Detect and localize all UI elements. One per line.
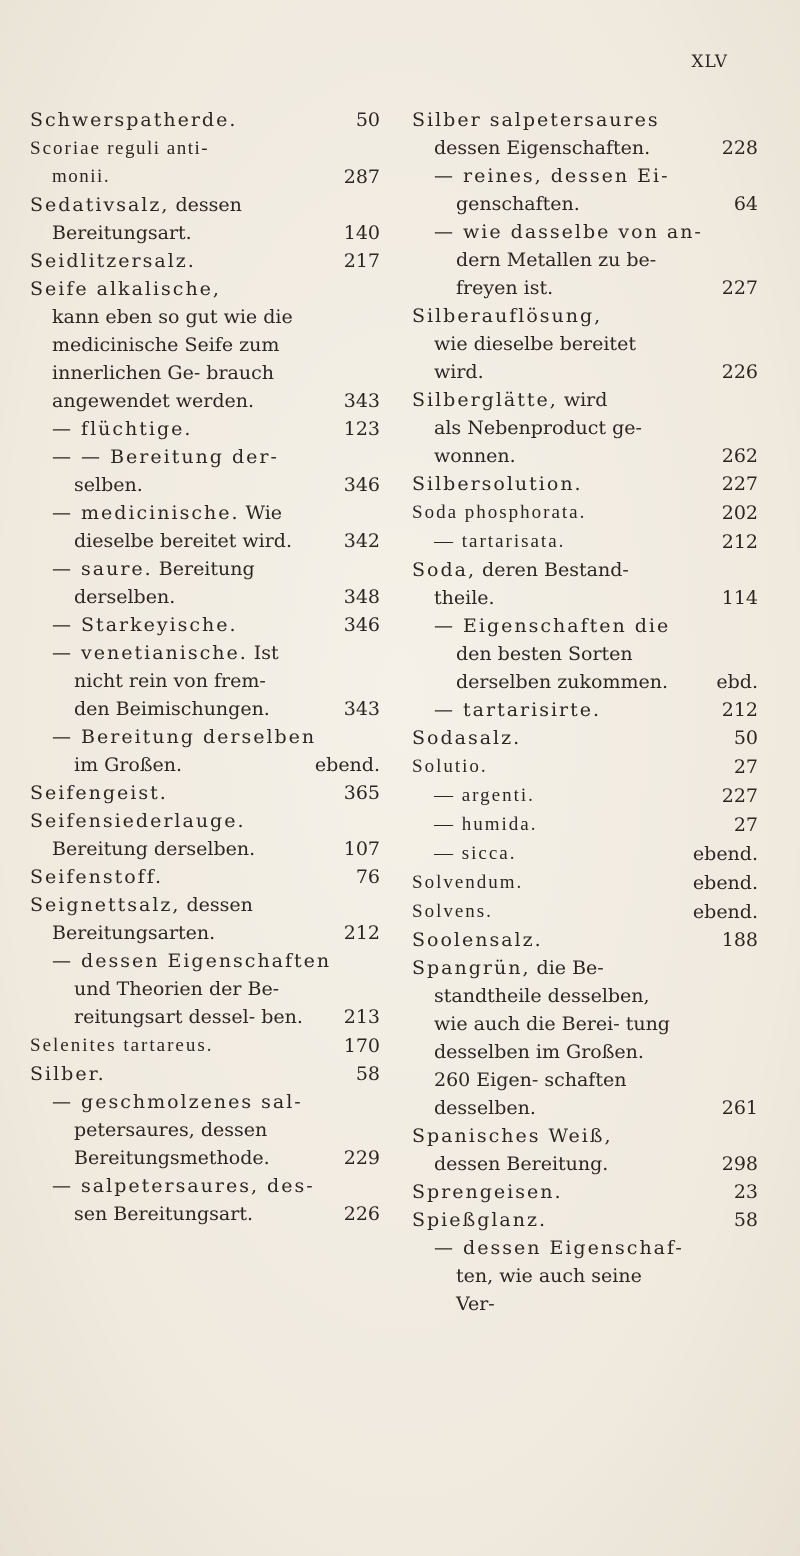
index-entry xyxy=(30,499,380,555)
entry-term: Seidlitzersalz. xyxy=(30,250,196,272)
entry-text: Bereitung xyxy=(152,558,255,580)
page-reference: ebend. xyxy=(692,872,758,894)
entry-continuation: standtheile desselben, wie auch die Berei- tung desselben im Großen. 260 Eigen- schaften desselben. xyxy=(434,985,670,1119)
entry-text: die Be- xyxy=(530,957,604,979)
index-entry xyxy=(412,1234,758,1318)
entry-continuation: Bereitungsarten. xyxy=(52,922,216,944)
page-reference: 140 xyxy=(343,222,380,244)
entry-term: Silber. xyxy=(30,1063,106,1085)
index-entry xyxy=(412,696,758,724)
page-reference: 346 xyxy=(343,474,380,496)
entry-continuation: genschaften. xyxy=(456,193,580,215)
index-entry xyxy=(30,106,380,134)
page-reference: 227 xyxy=(721,277,758,299)
index-entry xyxy=(412,612,758,696)
entry-term: Seignettsalz, xyxy=(30,894,181,916)
entry-term: Sodasalz. xyxy=(412,727,522,749)
page-reference: 226 xyxy=(721,361,758,383)
page-reference: ebd. xyxy=(716,671,758,693)
entry-term: Seife alkalische, xyxy=(30,278,221,300)
entry-text: deren Bestand- xyxy=(476,559,629,581)
page-reference: 343 xyxy=(343,698,380,720)
page-reference: 261 xyxy=(721,1097,758,1119)
entry-continuation: dessen Eigenschaften. xyxy=(434,137,651,159)
index-entry xyxy=(30,723,380,779)
entry-term: Solvens. xyxy=(412,901,493,922)
page-number: XLV xyxy=(691,52,728,72)
index-entry xyxy=(412,752,758,781)
page-reference: 346 xyxy=(343,614,380,636)
page-reference: 58 xyxy=(355,1063,380,1085)
entry-continuation: selben. xyxy=(74,474,143,496)
entry-term: Silberauflösung, xyxy=(412,305,603,327)
page-reference: 123 xyxy=(343,418,380,440)
page-reference: 228 xyxy=(721,137,758,159)
page-reference: 170 xyxy=(343,1035,380,1057)
index-entry xyxy=(412,1206,758,1234)
entry-continuation: sen Bereitungsart. xyxy=(74,1203,253,1225)
entry-text: dessen xyxy=(180,894,253,916)
entry-term: Schwerspatherde. xyxy=(30,109,238,131)
index-entry xyxy=(30,611,380,639)
entry-term: — venetianische. xyxy=(52,642,248,664)
entry-term: — salpetersaures, des- xyxy=(52,1175,315,1197)
index-entry xyxy=(30,639,380,723)
entry-term: — saure. xyxy=(52,558,153,580)
entry-text: reguli anti- xyxy=(100,138,210,159)
index-entry xyxy=(412,302,758,386)
entry-term: Spanisches Weiß, xyxy=(412,1125,613,1147)
page-reference: 212 xyxy=(343,922,380,944)
entry-term: Silbersolution. xyxy=(412,473,583,495)
page-reference: 202 xyxy=(721,502,758,524)
index-entry xyxy=(412,218,758,302)
entry-term: — Eigenschaften die xyxy=(434,615,671,637)
index-entry xyxy=(30,415,380,443)
page-reference: 50 xyxy=(733,727,758,749)
index-entry xyxy=(30,891,380,947)
index-entry xyxy=(412,162,758,218)
entry-term: — tartarisata. xyxy=(434,531,566,552)
page-reference: 27 xyxy=(733,814,758,836)
entry-term: Seifengeist. xyxy=(30,782,168,804)
entry-text: Ist xyxy=(247,642,279,664)
index-entry xyxy=(412,868,758,897)
entry-continuation: Bereitungsart. xyxy=(52,222,192,244)
index-entry xyxy=(412,839,758,868)
entry-continuation: petersaures, dessen Bereitungsmethode. xyxy=(74,1119,270,1169)
index-entry xyxy=(412,724,758,752)
entry-term: — — Bereitung der- xyxy=(52,446,279,468)
page-reference: 229 xyxy=(343,1147,380,1169)
page-reference: 212 xyxy=(721,699,758,721)
page-reference: ebend. xyxy=(692,843,758,865)
index-entry xyxy=(412,897,758,926)
index-entry xyxy=(30,779,380,807)
entry-continuation: und Theorien der Be- reitungsart dessel- ben. xyxy=(74,978,303,1028)
entry-term: Solutio. xyxy=(412,756,488,777)
index-entry xyxy=(412,954,758,1122)
page-reference: 342 xyxy=(343,530,380,552)
entry-term: Spießglanz. xyxy=(412,1209,548,1231)
index-entry xyxy=(30,1031,380,1060)
entry-term: Seifensiederlauge. xyxy=(30,810,246,832)
page-reference: 298 xyxy=(721,1153,758,1175)
page-reference: 58 xyxy=(733,1209,758,1231)
page-reference: 343 xyxy=(343,390,380,412)
entry-term: — argenti. xyxy=(434,785,535,806)
entry-term: — Starkeyische. xyxy=(52,614,238,636)
entry-term: Soda, xyxy=(412,559,476,581)
entry-continuation: kann eben so gut wie die medicinische Seife zum innerlichen Ge- brauch angewendet werden. xyxy=(52,306,293,412)
entry-term: — humida. xyxy=(434,814,538,835)
entry-term: Scoriae xyxy=(30,138,101,159)
index-entry xyxy=(412,781,758,810)
index-column-right xyxy=(412,106,758,1318)
index-entry xyxy=(412,386,758,470)
entry-term: — wie dasselbe von an- xyxy=(434,221,703,243)
index-entry xyxy=(30,134,380,191)
index-entry xyxy=(30,1088,380,1172)
index-entry xyxy=(30,191,380,247)
entry-continuation: dessen Bereitung. xyxy=(434,1153,609,1175)
entry-term: — tartarisirte. xyxy=(434,699,602,721)
index-entry xyxy=(30,947,380,1031)
entry-term: Silberglätte, xyxy=(412,389,558,411)
entry-term: Silber salpetersaures xyxy=(412,109,660,131)
entry-continuation: nicht rein von frem- den Beimischungen. xyxy=(74,670,270,720)
entry-continuation: wie dieselbe bereitet wird. xyxy=(434,333,636,383)
index-entry xyxy=(412,810,758,839)
page-reference: 227 xyxy=(721,785,758,807)
entry-term: — dessen Eigenschaften xyxy=(52,950,332,972)
index-column-left xyxy=(30,106,380,1228)
index-entry xyxy=(412,556,758,612)
page-reference: 217 xyxy=(343,250,380,272)
page-reference: 365 xyxy=(343,782,380,804)
index-entry xyxy=(30,1060,380,1088)
page-reference: 76 xyxy=(355,866,380,888)
page-reference: 114 xyxy=(721,587,758,609)
entry-term: Solvendum. xyxy=(412,872,524,893)
entry-term: — dessen Eigenschaf- xyxy=(434,1237,684,1259)
entry-continuation: dern Metallen zu be- freyen ist. xyxy=(456,249,657,299)
page-reference: 212 xyxy=(721,531,758,553)
index-entry xyxy=(412,1122,758,1178)
page-reference: 188 xyxy=(721,929,758,951)
entry-term: Sedativsalz, xyxy=(30,194,170,216)
entry-continuation: monii. xyxy=(52,166,111,187)
page-reference: 226 xyxy=(343,1203,380,1225)
page-reference: 348 xyxy=(343,586,380,608)
page-reference: 50 xyxy=(355,109,380,131)
index-entry xyxy=(412,470,758,498)
page-reference: ebend. xyxy=(314,754,380,776)
entry-term: — geschmolzenes sal- xyxy=(52,1091,303,1113)
index-entry xyxy=(412,1178,758,1206)
entry-term: Selenites tartareus. xyxy=(30,1035,214,1056)
entry-text: Wie xyxy=(239,502,283,524)
entry-text: wird xyxy=(557,389,608,411)
index-entry xyxy=(412,498,758,527)
entry-term: Seifenstoff. xyxy=(30,866,164,888)
entry-term: — reines, dessen Ei- xyxy=(434,165,670,187)
entry-continuation: den besten Sorten derselben zukommen. xyxy=(456,643,668,693)
entry-continuation: derselben. xyxy=(74,586,176,608)
index-entry xyxy=(412,527,758,556)
index-entry xyxy=(412,106,758,162)
entry-continuation: Bereitung derselben. xyxy=(52,838,256,860)
entry-continuation: im Großen. xyxy=(74,754,183,776)
index-entry xyxy=(30,443,380,499)
index-entry xyxy=(30,863,380,891)
index-entry xyxy=(412,926,758,954)
index-entry xyxy=(30,555,380,611)
entry-continuation: dieselbe bereitet wird. xyxy=(74,530,292,552)
entry-term: Soda phosphorata. xyxy=(412,502,587,523)
entry-term: Spangrün, xyxy=(412,957,531,979)
index-entry xyxy=(30,247,380,275)
entry-term: — sicca. xyxy=(434,843,517,864)
entry-continuation: ten, wie auch seine Ver- xyxy=(456,1265,642,1315)
page-reference: 27 xyxy=(733,756,758,778)
entry-term: — medicinische. xyxy=(52,502,240,524)
index-entry xyxy=(30,807,380,863)
index-entry xyxy=(30,275,380,415)
entry-continuation: als Nebenproduct ge- wonnen. xyxy=(434,417,642,467)
entry-term: Sprengeisen. xyxy=(412,1181,563,1203)
page-reference: 262 xyxy=(721,445,758,467)
page-reference: 213 xyxy=(343,1006,380,1028)
entry-continuation: theile. xyxy=(434,587,495,609)
entry-text: dessen xyxy=(169,194,242,216)
page-reference: 107 xyxy=(343,838,380,860)
page-reference: 23 xyxy=(733,1181,758,1203)
page-reference: 287 xyxy=(343,166,380,188)
page-reference: 227 xyxy=(721,473,758,495)
page-reference: 64 xyxy=(733,193,758,215)
page-reference: ebend. xyxy=(692,901,758,923)
entry-term: — flüchtige. xyxy=(52,418,193,440)
index-entry xyxy=(30,1172,380,1228)
entry-term: Soolensalz. xyxy=(412,929,543,951)
entry-term: — Bereitung derselben xyxy=(52,726,317,748)
